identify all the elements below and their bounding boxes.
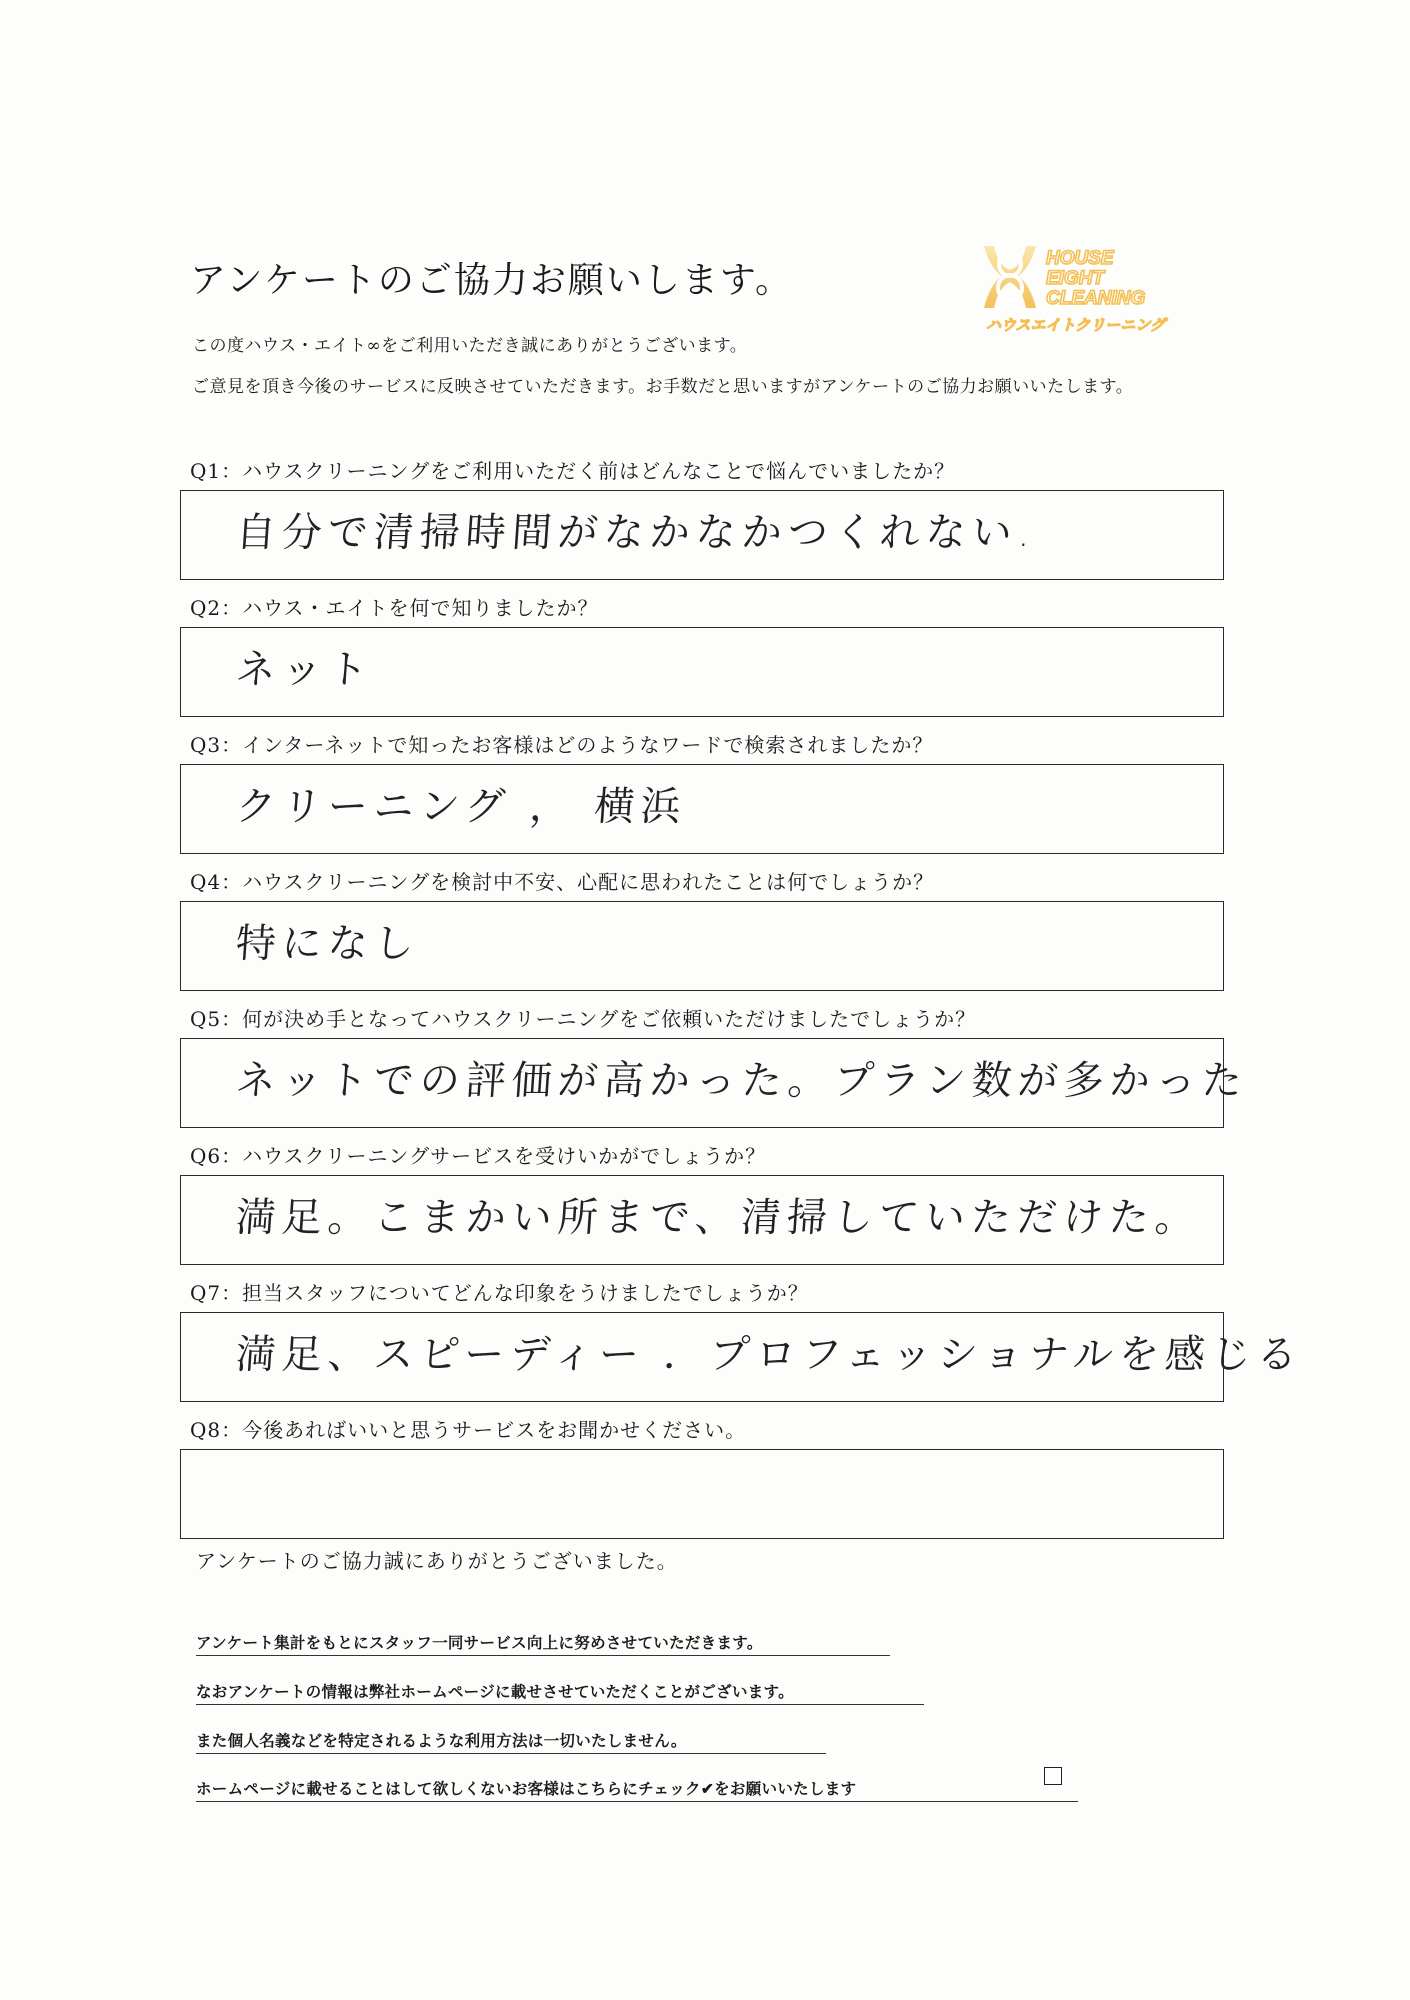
answer-text-5: ネットでの評価が高かった。プラン数が多かった bbox=[234, 1058, 1250, 1104]
note-line-3: また個人名義などを特定されるような利用方法は一切いたしません。 bbox=[196, 1729, 826, 1754]
answer-box-1[interactable] bbox=[180, 490, 1224, 580]
note-line-1: アンケート集計をもとにスタッフ一同サービス向上に努めさせていただきます。 bbox=[196, 1631, 890, 1656]
answer-text-4: 特になし bbox=[234, 921, 422, 967]
answer-box-2[interactable] bbox=[180, 627, 1224, 717]
question-1: Q1：ハウスクリーニングをご利用いただく前はどんなことで悩んでいましたか？ bbox=[190, 459, 956, 483]
logo-line3: CLEANING bbox=[1046, 288, 1146, 309]
answer-box-7[interactable] bbox=[180, 1312, 1305, 1402]
question-3: Q3：インターネットで知ったお客様はどのようなワードで検索されましたか？ bbox=[190, 733, 934, 757]
note-line-4: ホームページに載せることはして欲しくないお客様はこちらにチェック✔をお願いいたします bbox=[196, 1777, 1078, 1802]
answer-box-8[interactable] bbox=[180, 1449, 1224, 1539]
answer-text-2: ネット bbox=[234, 647, 376, 693]
answer-box-6[interactable] bbox=[180, 1175, 1224, 1265]
question-6: Q6：ハウスクリーニングサービスを受けいかがでしょうか？ bbox=[190, 1144, 767, 1168]
answer-box-3[interactable] bbox=[180, 764, 1224, 854]
logo-line2: EIGHT bbox=[1046, 268, 1105, 289]
no-publish-checkbox[interactable] bbox=[1044, 1767, 1062, 1785]
logo-line1: HOUSE bbox=[1046, 248, 1114, 269]
intro-line-1: この度ハウス・エイト∞をご利用いただき誠にありがとうございます。 bbox=[192, 336, 748, 356]
answer-text-3: クリーニング ， 横浜 bbox=[234, 784, 689, 830]
answer-text-7: 満足、スピーディー ．プロフェッショナルを感じる bbox=[234, 1332, 1305, 1378]
answer-box-4[interactable] bbox=[180, 901, 1224, 991]
question-8: Q8：今後あればいいと思うサービスをお聞かせください。 bbox=[190, 1418, 747, 1442]
answer-text-1: 自分で清掃時間がなかなかつくれない. bbox=[234, 510, 1039, 556]
question-5: Q5：何が決め手となってハウスクリーニングをご依頼いただけましたでしょうか？ bbox=[190, 1007, 977, 1031]
answer-text-6: 満足。こまかい所まで、清掃していただけた。 bbox=[234, 1195, 1203, 1241]
question-2: Q2：ハウス・エイトを何で知りましたか？ bbox=[190, 596, 599, 620]
logo-katakana: ハウスエイトクリーニング bbox=[986, 316, 1165, 334]
question-7: Q7：担当スタッフについてどんな印象をうけましたでしょうか？ bbox=[190, 1281, 809, 1305]
page-title: アンケートのご協力お願いします。 bbox=[190, 260, 793, 301]
thanks-message: アンケートのご協力誠にありがとうございました。 bbox=[196, 1549, 678, 1573]
answer-box-5[interactable] bbox=[180, 1038, 1250, 1128]
question-4: Q4：ハウスクリーニングを検討中不安、心配に思われたことは何でしょうか？ bbox=[190, 870, 935, 894]
house-eight-logo bbox=[980, 238, 1180, 346]
note-line-2: なおアンケートの情報は弊社ホームページに載せさせていただくことがございます。 bbox=[196, 1680, 924, 1705]
intro-line-2: ご意見を頂き今後のサービスに反映させていただきます。お手数だと思いますがアンケートのご協力お願いいたします。 bbox=[192, 377, 1134, 397]
